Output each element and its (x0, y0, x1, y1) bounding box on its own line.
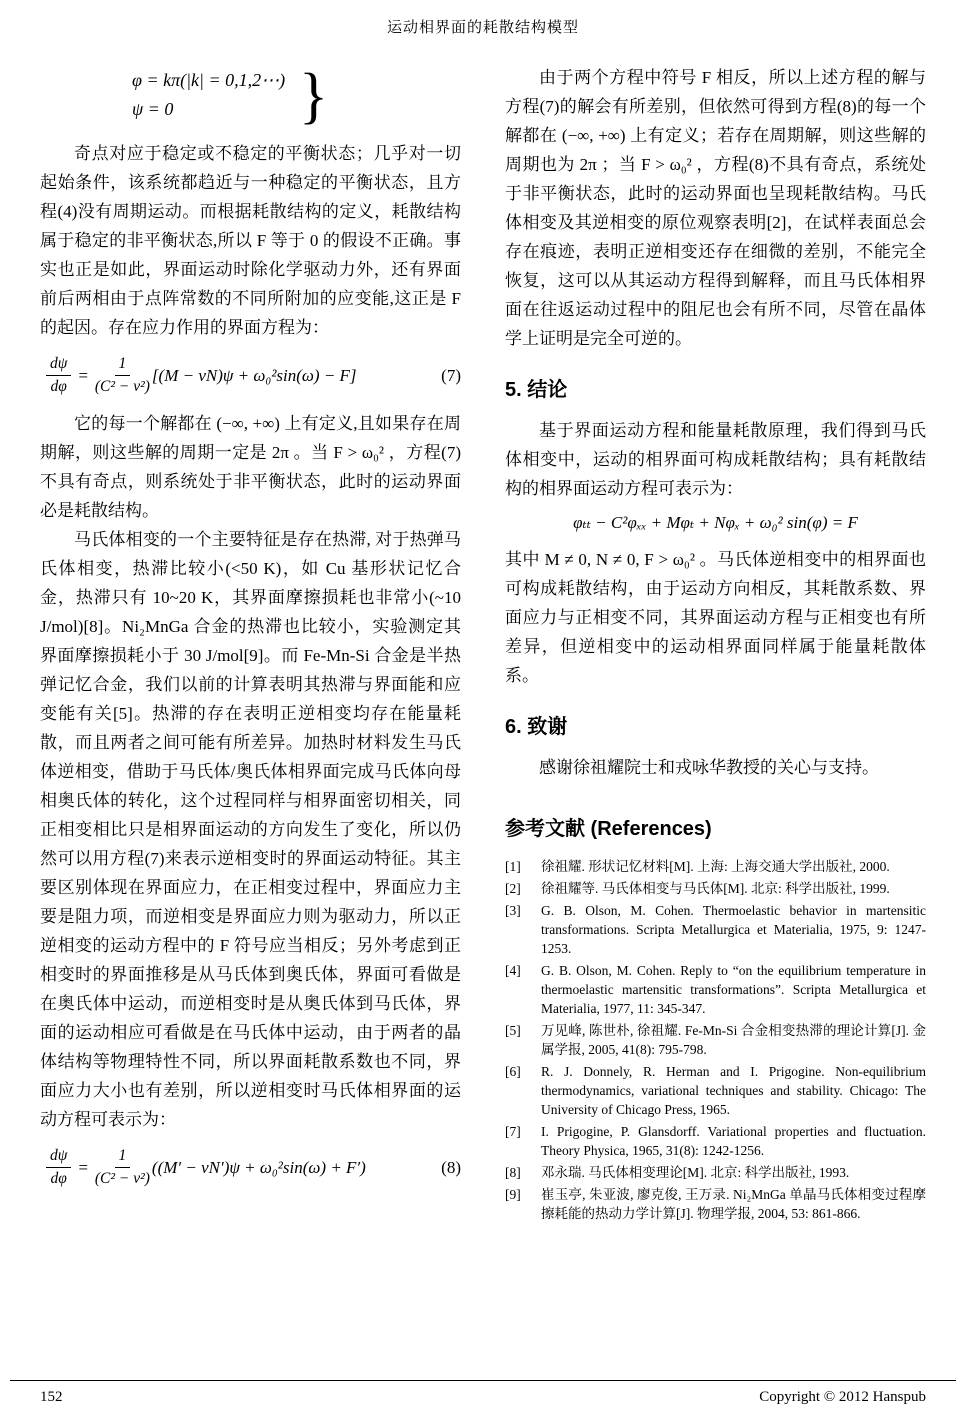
reference-item (505, 857, 926, 876)
fraction-denominator: dφ (50, 1170, 67, 1188)
fraction-denominator: (C² − ν²) (94, 1170, 150, 1188)
equation-rhs: [(M − νN)ψ + ω₀²sin(ω) − F] (151, 365, 357, 385)
fraction-denominator: dφ (50, 378, 67, 396)
equation-system (132, 60, 461, 130)
reference-item (505, 961, 926, 1018)
reference-label: [8] (505, 1165, 521, 1180)
equation-conclusion: φₜₜ − C²φₓₓ + Mφₜ + Nφₓ + ω₀² sin(φ) = F (573, 513, 858, 532)
reference-text: 崔玉亭, 朱亚波, 廖克俊, 王万录. Ni₂MnGa 单晶马氏体相变过程摩擦耗能的热动力学计算[J]. 物理学报, 2004, 53: 861-866. (541, 1187, 926, 1221)
equation-number: (8) (441, 1157, 461, 1177)
reference-text: G. B. Olson, M. Cohen. Thermoelastic behavior in martensitic transformations. Scripta Metallurgica et Materialia, 1975, 9: 1247-1253. (541, 903, 926, 956)
paragraph-solution-period: 它的每一个解都在 (−∞, +∞) 上有定义,且如果存在周期解，则这些解的周期一定是 2π 。当 F > ω₀² ，方程(7)不具有奇点，则系统处于非平衡状态，此时的运动界面必是耗散结构。 (40, 414, 461, 521)
fraction-dpsi-dphi (46, 354, 71, 397)
reference-label: [7] (505, 1124, 521, 1139)
reference-text: 邓永瑞. 马氏体相变理论[M]. 北京: 科学出版社, 1993. (541, 1165, 850, 1180)
fraction-dpsi-dphi (46, 1146, 71, 1189)
fraction-numerator: dψ (46, 1146, 71, 1168)
reference-text: G. B. Olson, M. Cohen. Reply to “on the equilibrium temperature in thermoelastic martensitic transformations”. Scripta Metallurgica et Materialia, 1977, 11: 345-347. (541, 963, 926, 1016)
reference-text: 万见峰, 陈世朴, 徐祖耀. Fe-Mn-Si 合金相变热滞的理论计算[J]. 金属学报, 2005, 41(8): 795-798. (541, 1023, 926, 1057)
equation-7 (46, 354, 461, 397)
reference-item (505, 1062, 926, 1119)
paragraph-conclusion-conditions: 其中 M ≠ 0, N ≠ 0, F > ω₀² 。马氏体逆相变中的相界面也可构成耗散结构，由于运动方向相反，其耗散系数、界面应力与正相变不同，其界面运动方程与正相变也有所差异，但逆相变中的运动相界面同样属于能量耗散体系。 (505, 550, 926, 685)
references-heading: 参考文献 (References) (505, 818, 712, 840)
reference-item (505, 901, 926, 958)
paragraph-conclusion-intro: 基于界面运动方程和能量耗散原理，我们得到马氏体相变中，运动的相界面可构成耗散结构；具有耗散结构的相界面运动方程可表示为： (505, 421, 926, 498)
paragraph-martensite-hysteresis: 马氏体相变的一个主要特征是存在热滞, 对于热弹马氏体相变，热滞比较小(<50 K)，如 Cu 基形状记忆合金，热滞只有 10~20 K，其界面摩擦损耗也非常小(~10 J/mol)[8]。Ni₂MnGa 合金的热滞也比较小，实验测定其界面摩擦损耗小于 30 J/mol[9]。而 Fe-Mn-Si 合金是半热弹记忆合金，我们以前的计算表明其热滞与界面能和应变能有关[5]。热滞的存在表明正逆相变均存在能量耗散，而且两者之间可能有所差异。加热时材料发生马氏体逆相变，借助于马氏体/奥氏体相界面完成马氏体向母相奥氏体的转化，这个过程同样与相界面密切相关，同正相变相比只是相界面运动的方向发生了变化，所以仍然可以用方程(7)来表示逆相变时的界面运动特征。其主要区别体现在界面应力，在正相变过程中，界面应力主要是阻力项，而逆相变是界面应力则为驱动力，所以正逆相变的运动方程中的 F 符号应当相反；另外考虑到正相变时的界面推移是从马氏体到奥氏体，界面可看做是在奥氏体中运动，而逆相变时是从奥氏体到马氏体，界面的运动相应可看做是在马氏体中运动，由于两者的晶体结构等物理特性不同，所以界面耗散系数也不同，界面应力大小也有差别，所以逆相变时马氏体相界面的运动方程可表示为： (40, 530, 461, 1130)
reference-item (505, 1185, 926, 1223)
reference-item (505, 1021, 926, 1059)
equation-line-psi: ψ = 0 (132, 99, 174, 119)
reference-item (505, 1163, 926, 1182)
reference-label: [2] (505, 881, 521, 896)
reference-label: [9] (505, 1187, 521, 1202)
fraction-coefficient (95, 1146, 150, 1189)
equation-rhs: ((M′ − νN′)ψ + ω₀²sin(ω) + F′) (151, 1157, 366, 1177)
fraction-numerator: dψ (46, 354, 71, 376)
reference-item (505, 1122, 926, 1160)
equation-number: (7) (441, 365, 461, 385)
reference-list (505, 857, 926, 1223)
brace-glyph: } (299, 60, 328, 130)
reference-text: 徐祖耀. 形状记忆材料[M]. 上海: 上海交通大学出版社, 2000. (541, 859, 890, 874)
column-right (505, 63, 926, 1226)
equation-line-phi: φ = kπ(|k| = 0,1,2⋯) (132, 70, 286, 90)
reference-text: R. J. Donnely, R. Herman and I. Prigogine. Non-equilibrium thermodynamics, variational techniques and stability. Chicago: The University of Chicago Press, 1965. (541, 1064, 926, 1117)
column-left (40, 60, 461, 1226)
paragraph-acknowledgement: 感谢徐祖耀院士和戎咏华教授的关心与支持。 (539, 758, 879, 777)
two-column-layout (40, 60, 926, 1226)
paragraph-singular-points: 奇点对应于稳定或不稳定的平衡状态；几乎对一切起始条件，该系统都趋近与一种稳定的平衡状态，且方程(4)没有周期运动。而根据耗散结构的定义，耗散结构属于稳定的非平衡状态,所以 F 等于 0 的假设不正确。事实也正是如此，界面运动时除化学驱动力外，还有界面前后两相由于点阵常数的不同所附加的应变能,这正是 F 的起因。存在应力作用的界面方程为： (40, 144, 461, 337)
section-heading-conclusion: 5. 结论 (505, 379, 568, 401)
reference-label: [6] (505, 1064, 521, 1079)
running-head (40, 10, 926, 37)
reference-text: I. Prigogine, P. Glansdorff. Variational properties and fluctuation. Theory Physica, 1965, 31(8): 1242-1256. (541, 1124, 926, 1158)
equation-system-lines (132, 70, 285, 120)
page-footer (10, 1380, 956, 1406)
copyright-notice: Copyright © 2012 Hanspub (759, 1389, 926, 1405)
equals-sign: = (77, 365, 89, 385)
fraction-coefficient (95, 354, 150, 397)
paragraph-reverse-transformation: 由于两个方程中符号 F 相反，所以上述方程的解与方程(7)的解会有所差别，但依然可得到方程(8)的每一个解都在 (−∞, +∞) 上有定义；若存在周期解，则这些解的周期也为 2π ；当 F > ω₀² ，方程(8)不具有奇点，系统处于非平衡状态，此时的运动界面也呈现耗散结构。马氏体相变及其逆相变的原位观察表明[2]，在试样表面总会存在痕迹，表明正逆相变还存在细微的差别，不能完全恢复，这可以从其运动方程得到解释，而且马氏体相界面在往返运动过程中的阻尼也会有所不同，尽管在晶体学上证明是完全可逆的。 (505, 68, 926, 348)
reference-label: [4] (505, 963, 521, 978)
equation-8 (46, 1146, 461, 1189)
paper-title: 运动相界面的耗散结构模型 (386, 20, 579, 36)
fraction-numerator: 1 (115, 354, 131, 376)
equals-sign: = (77, 1157, 89, 1177)
page-number: 152 (40, 1389, 63, 1405)
reference-label: [3] (505, 903, 521, 918)
reference-text: 徐祖耀等. 马氏体相变与马氏体[M]. 北京: 科学出版社, 1999. (541, 881, 890, 896)
reference-label: [1] (505, 859, 521, 874)
fraction-numerator: 1 (115, 1146, 131, 1168)
reference-label: [5] (505, 1023, 521, 1038)
reference-item (505, 879, 926, 898)
fraction-denominator: (C² − ν²) (94, 378, 150, 396)
section-heading-acknowledgement: 6. 致谢 (505, 716, 568, 738)
